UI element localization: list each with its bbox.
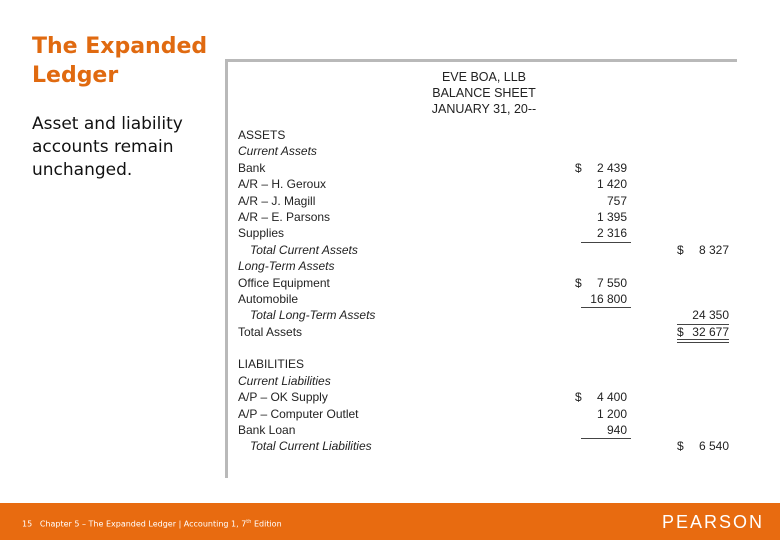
- dollar-sign: $: [575, 160, 582, 175]
- balance-sheet-row: [238, 225, 738, 241]
- edition-superscript: th: [246, 519, 252, 525]
- row-label: Automobile: [238, 291, 299, 306]
- amount-column-2: 32 677: [692, 324, 729, 339]
- amount-column-1: 2 316: [596, 226, 627, 241]
- row-label: A/P – OK Supply: [238, 390, 328, 405]
- sheet-left-border: [225, 59, 228, 478]
- page-number: 15: [22, 519, 33, 529]
- balance-sheet-header: [384, 69, 584, 117]
- slide-title: The Expanded Ledger: [32, 34, 208, 88]
- statement-name: BALANCE SHEET: [432, 86, 536, 100]
- row-label: A/R – E. Parsons: [238, 209, 331, 224]
- dollar-sign: $: [575, 275, 582, 290]
- row-label: Long-Term Assets: [238, 259, 335, 274]
- amount-column-1: 1 200: [596, 406, 627, 421]
- dollar-sign: $: [677, 439, 684, 454]
- row-label: Total Long-Term Assets: [250, 308, 376, 323]
- sheet-top-border: [225, 59, 737, 62]
- balance-sheet-row: [238, 143, 738, 159]
- row-label: Bank: [238, 160, 266, 175]
- balance-sheet-table: [238, 127, 738, 455]
- balance-sheet-row: [238, 258, 738, 274]
- amount-column-2: 8 327: [698, 242, 729, 257]
- row-label: Office Equipment: [238, 275, 330, 290]
- amount-column-1: 2 439: [596, 160, 627, 175]
- row-label: ASSETS: [238, 128, 286, 142]
- dollar-sign: $: [677, 242, 684, 257]
- pearson-logo: PEARSON: [661, 512, 764, 532]
- dollar-sign: $: [575, 390, 582, 405]
- balance-sheet-row: [238, 160, 738, 176]
- balance-sheet-row: [238, 291, 738, 307]
- chapter-text: Chapter 5 – The Expanded Ledger | Accounting 1, 7: [39, 519, 247, 529]
- balance-sheet-row: [238, 193, 738, 209]
- amount-column-1: 7 550: [596, 275, 627, 290]
- amount-column-1: 1 395: [596, 209, 627, 224]
- amount-column-2: 24 350: [692, 308, 729, 323]
- footer-bar: [0, 503, 780, 540]
- balance-sheet-row: [238, 324, 738, 340]
- slide-body-text: Asset and liability accounts remain unchanged.: [32, 114, 183, 180]
- company-name: EVE BOA, LLB: [441, 70, 527, 84]
- row-label: Supplies: [238, 226, 285, 241]
- balance-sheet-row: [238, 275, 738, 291]
- balance-sheet-row: [238, 389, 738, 405]
- balance-sheet-row: [238, 340, 738, 356]
- balance-sheet-row: [238, 438, 738, 454]
- balance-sheet-row: [238, 209, 738, 225]
- edition-text: Edition: [251, 519, 282, 529]
- row-label: LIABILITIES: [238, 357, 305, 372]
- balance-sheet-row: [238, 373, 738, 389]
- amount-column-1: 4 400: [596, 390, 627, 405]
- row-label: Total Assets: [238, 324, 303, 339]
- row-label: Current Assets: [238, 144, 317, 159]
- balance-sheet-row: [238, 356, 738, 372]
- row-label: Total Current Liabilities: [250, 439, 372, 454]
- amount-column-2: 6 540: [698, 439, 729, 454]
- balance-sheet-row: [238, 242, 738, 258]
- footer-caption: [22, 517, 282, 530]
- dollar-sign: $: [677, 324, 684, 339]
- amount-column-1: 16 800: [590, 291, 627, 306]
- balance-sheet-row: [238, 176, 738, 192]
- amount-column-1: 1 420: [596, 177, 627, 192]
- balance-sheet-row: [238, 127, 738, 143]
- row-label: A/R – H. Geroux: [238, 177, 327, 192]
- row-label: A/R – J. Magill: [238, 193, 316, 208]
- amount-column-1: 940: [606, 423, 627, 438]
- row-label: Total Current Assets: [250, 242, 358, 257]
- balance-sheet-row: [238, 307, 738, 323]
- row-label: Current Liabilities: [238, 373, 331, 388]
- balance-sheet-row: [238, 406, 738, 422]
- statement-date: JANUARY 31, 20--: [431, 102, 537, 116]
- amount-column-1: 757: [606, 193, 627, 208]
- balance-sheet-row: [238, 422, 738, 438]
- row-label: A/P – Computer Outlet: [238, 406, 359, 421]
- row-label: Bank Loan: [238, 423, 296, 438]
